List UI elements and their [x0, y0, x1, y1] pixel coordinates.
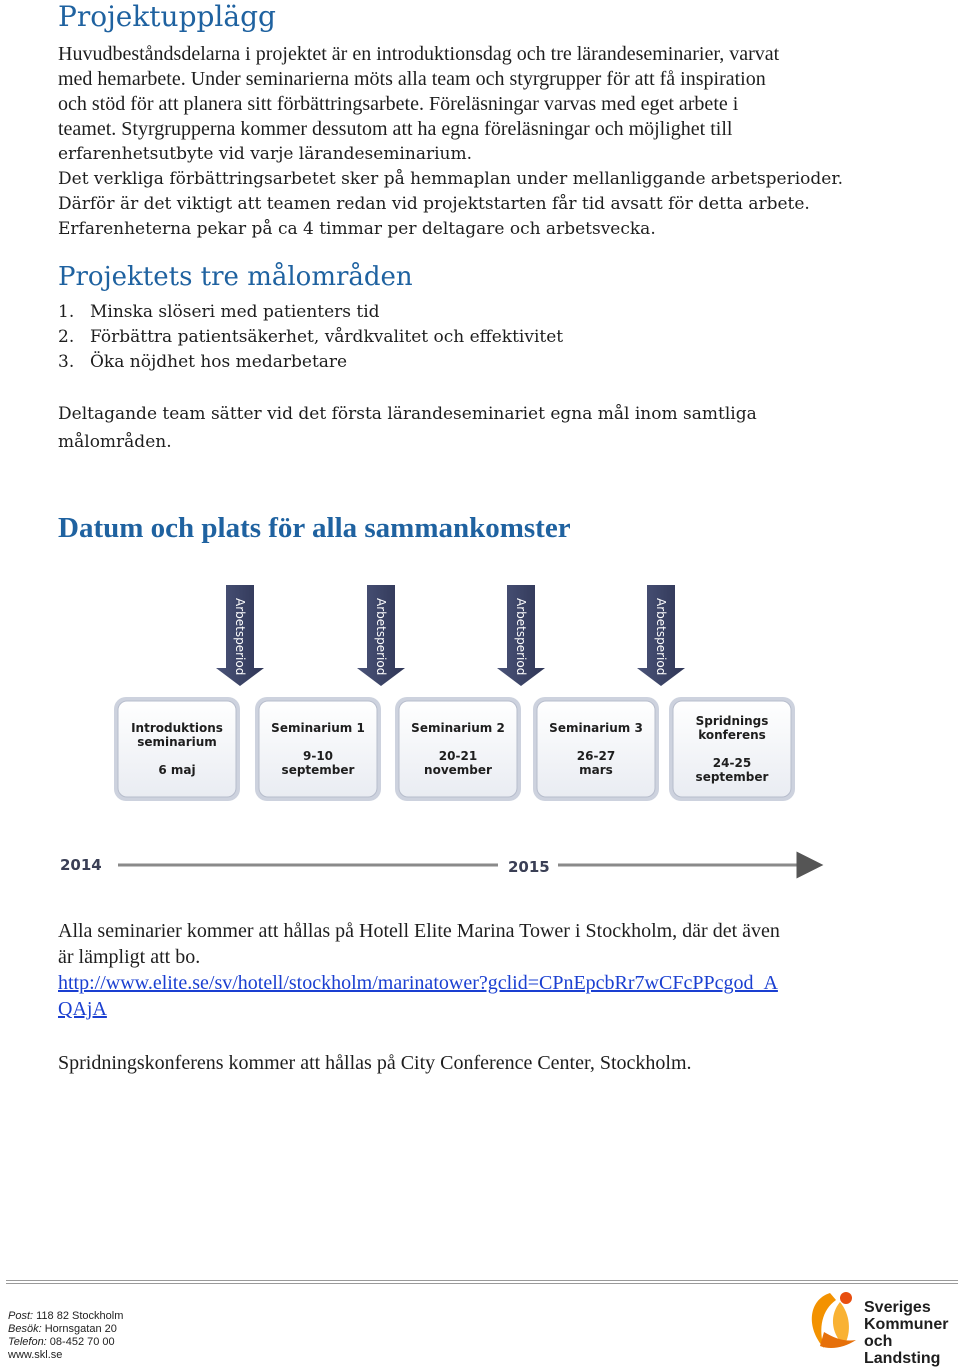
event-box	[533, 697, 659, 801]
post-value: 118 82 Stockholm	[33, 1310, 124, 1322]
intro-line: Det verkliga förbättringsarbetet sker på hemmaplan under mellanliggande arbetsperioder.	[58, 169, 844, 189]
arbetsperiod-label: Arbetsperiod	[654, 598, 668, 676]
intro-line: teamet. Styrgrupperna kommer dessutom att ha egna föreläsningar och möjlighet till	[58, 118, 733, 140]
arbetsperiod-arrow	[497, 585, 545, 686]
heading-projektupplagg: Projektupplägg	[58, 0, 276, 33]
intro-line: med hemarbete. Under seminarierna möts alla team och styrgrupper för att få inspiration	[58, 68, 766, 90]
event-text: 9-10	[302, 749, 334, 763]
footer-address	[8, 1310, 123, 1362]
arbetsperiod-arrow	[216, 585, 264, 686]
event-text: 20-21	[438, 749, 478, 763]
goal-text: Förbättra patientsäkerhet, vårdkvalitet och effektivitet	[90, 327, 564, 347]
event-box	[114, 697, 240, 801]
intro-line: Huvudbeståndsdelarna i projektet är en introduktionsdag och tre lärandeseminarier, varvat	[58, 43, 780, 65]
hotel-link[interactable]: QAjA	[58, 998, 107, 1020]
year-2014-label: 2014	[60, 856, 102, 874]
goal-list-item	[58, 350, 563, 375]
intro-line: och stöd för att planera sitt förbättringsarbete. Föreläsningar varvas med eget arbete i	[58, 93, 739, 115]
event-text: Spridnings	[695, 714, 769, 728]
visit-value: Hornsgatan 20	[41, 1323, 117, 1335]
goal-list	[58, 300, 563, 375]
venue-line: är lämpligt att bo.	[58, 946, 201, 968]
post-label: Post:	[8, 1310, 34, 1322]
goal-list-item	[58, 300, 563, 325]
goal-text: Minska slöseri med patienters tid	[90, 302, 380, 322]
event-text: september	[695, 770, 769, 784]
venue-line: Alla seminarier kommer att hållas på Hotell Elite Marina Tower i Stockholm, där det även	[58, 920, 780, 942]
event-text: 26-27	[576, 749, 616, 763]
goal-list-item	[58, 325, 563, 350]
event-box	[669, 697, 795, 801]
intro-paragraph	[58, 42, 918, 242]
phone-label: Telefon:	[8, 1336, 47, 1348]
hotel-link[interactable]: http://www.elite.se/sv/hotell/stockholm/marinatower?gclid=CPnEpcbRr7wCFcPPcgod_A	[58, 972, 778, 994]
intro-line: Erfarenheterna pekar på ca 4 timmar per deltagare och arbetsvecka.	[58, 219, 656, 239]
goal-text: Öka nöjdhet hos medarbetare	[90, 352, 348, 372]
event-text: november	[424, 763, 492, 777]
goal-number: 1.	[58, 302, 75, 322]
event-text: 24-25	[712, 756, 752, 770]
event-box	[395, 697, 521, 801]
arbetsperiod-label: Arbetsperiod	[233, 598, 247, 676]
event-text: Seminarium 3	[549, 721, 643, 735]
conference-paragraph: Spridningskonferens kommer att hållas på City Conference Center, Stockholm.	[58, 1052, 692, 1074]
event-text: Introduktions	[131, 721, 223, 735]
arbetsperiod-arrow	[637, 585, 685, 686]
web-address[interactable]: www.skl.se	[8, 1349, 63, 1361]
intro-line: Därför är det viktigt att teamen redan vid projektstarten får tid avsatt för detta arbete.	[58, 194, 810, 214]
event-text: mars	[579, 763, 613, 777]
event-text: konferens	[698, 728, 766, 742]
goals-paragraph-line: Deltagande team sätter vid det första lärandeseminariet egna mål inom samtliga	[58, 404, 757, 424]
goal-number: 2.	[58, 327, 75, 347]
arbetsperiod-arrow	[357, 585, 405, 686]
phone-value: 08-452 70 00	[46, 1336, 115, 1348]
goals-paragraph	[58, 400, 918, 456]
timeline-diagram	[0, 580, 960, 900]
heading-datum-plats: Datum och plats för alla sammankomster	[58, 512, 571, 544]
event-text: Seminarium 2	[411, 721, 505, 735]
venue-paragraph	[58, 918, 938, 1022]
intro-line: erfarenhetsutbyte vid varje lärandeseminarium.	[58, 144, 472, 164]
arbetsperiod-label: Arbetsperiod	[374, 598, 388, 676]
footer-divider	[6, 1280, 958, 1284]
event-box	[255, 697, 381, 801]
logo-text-line: Kommuner	[864, 1316, 949, 1333]
event-text: seminarium	[137, 735, 217, 749]
visit-label: Besök:	[8, 1323, 42, 1335]
event-text: Seminarium 1	[271, 721, 365, 735]
event-text: 6 maj	[158, 763, 196, 777]
logo-text-line: och Landsting	[864, 1333, 941, 1367]
goals-paragraph-line: målområden.	[58, 432, 172, 452]
goal-number: 3.	[58, 352, 75, 372]
heading-malomraden: Projektets tre målområden	[58, 262, 413, 292]
year-2015-label: 2015	[508, 858, 550, 876]
event-text: september	[281, 763, 355, 777]
logo-text-line: Sveriges	[864, 1299, 931, 1316]
skl-logo-text	[864, 1299, 960, 1367]
arbetsperiod-label: Arbetsperiod	[514, 598, 528, 676]
